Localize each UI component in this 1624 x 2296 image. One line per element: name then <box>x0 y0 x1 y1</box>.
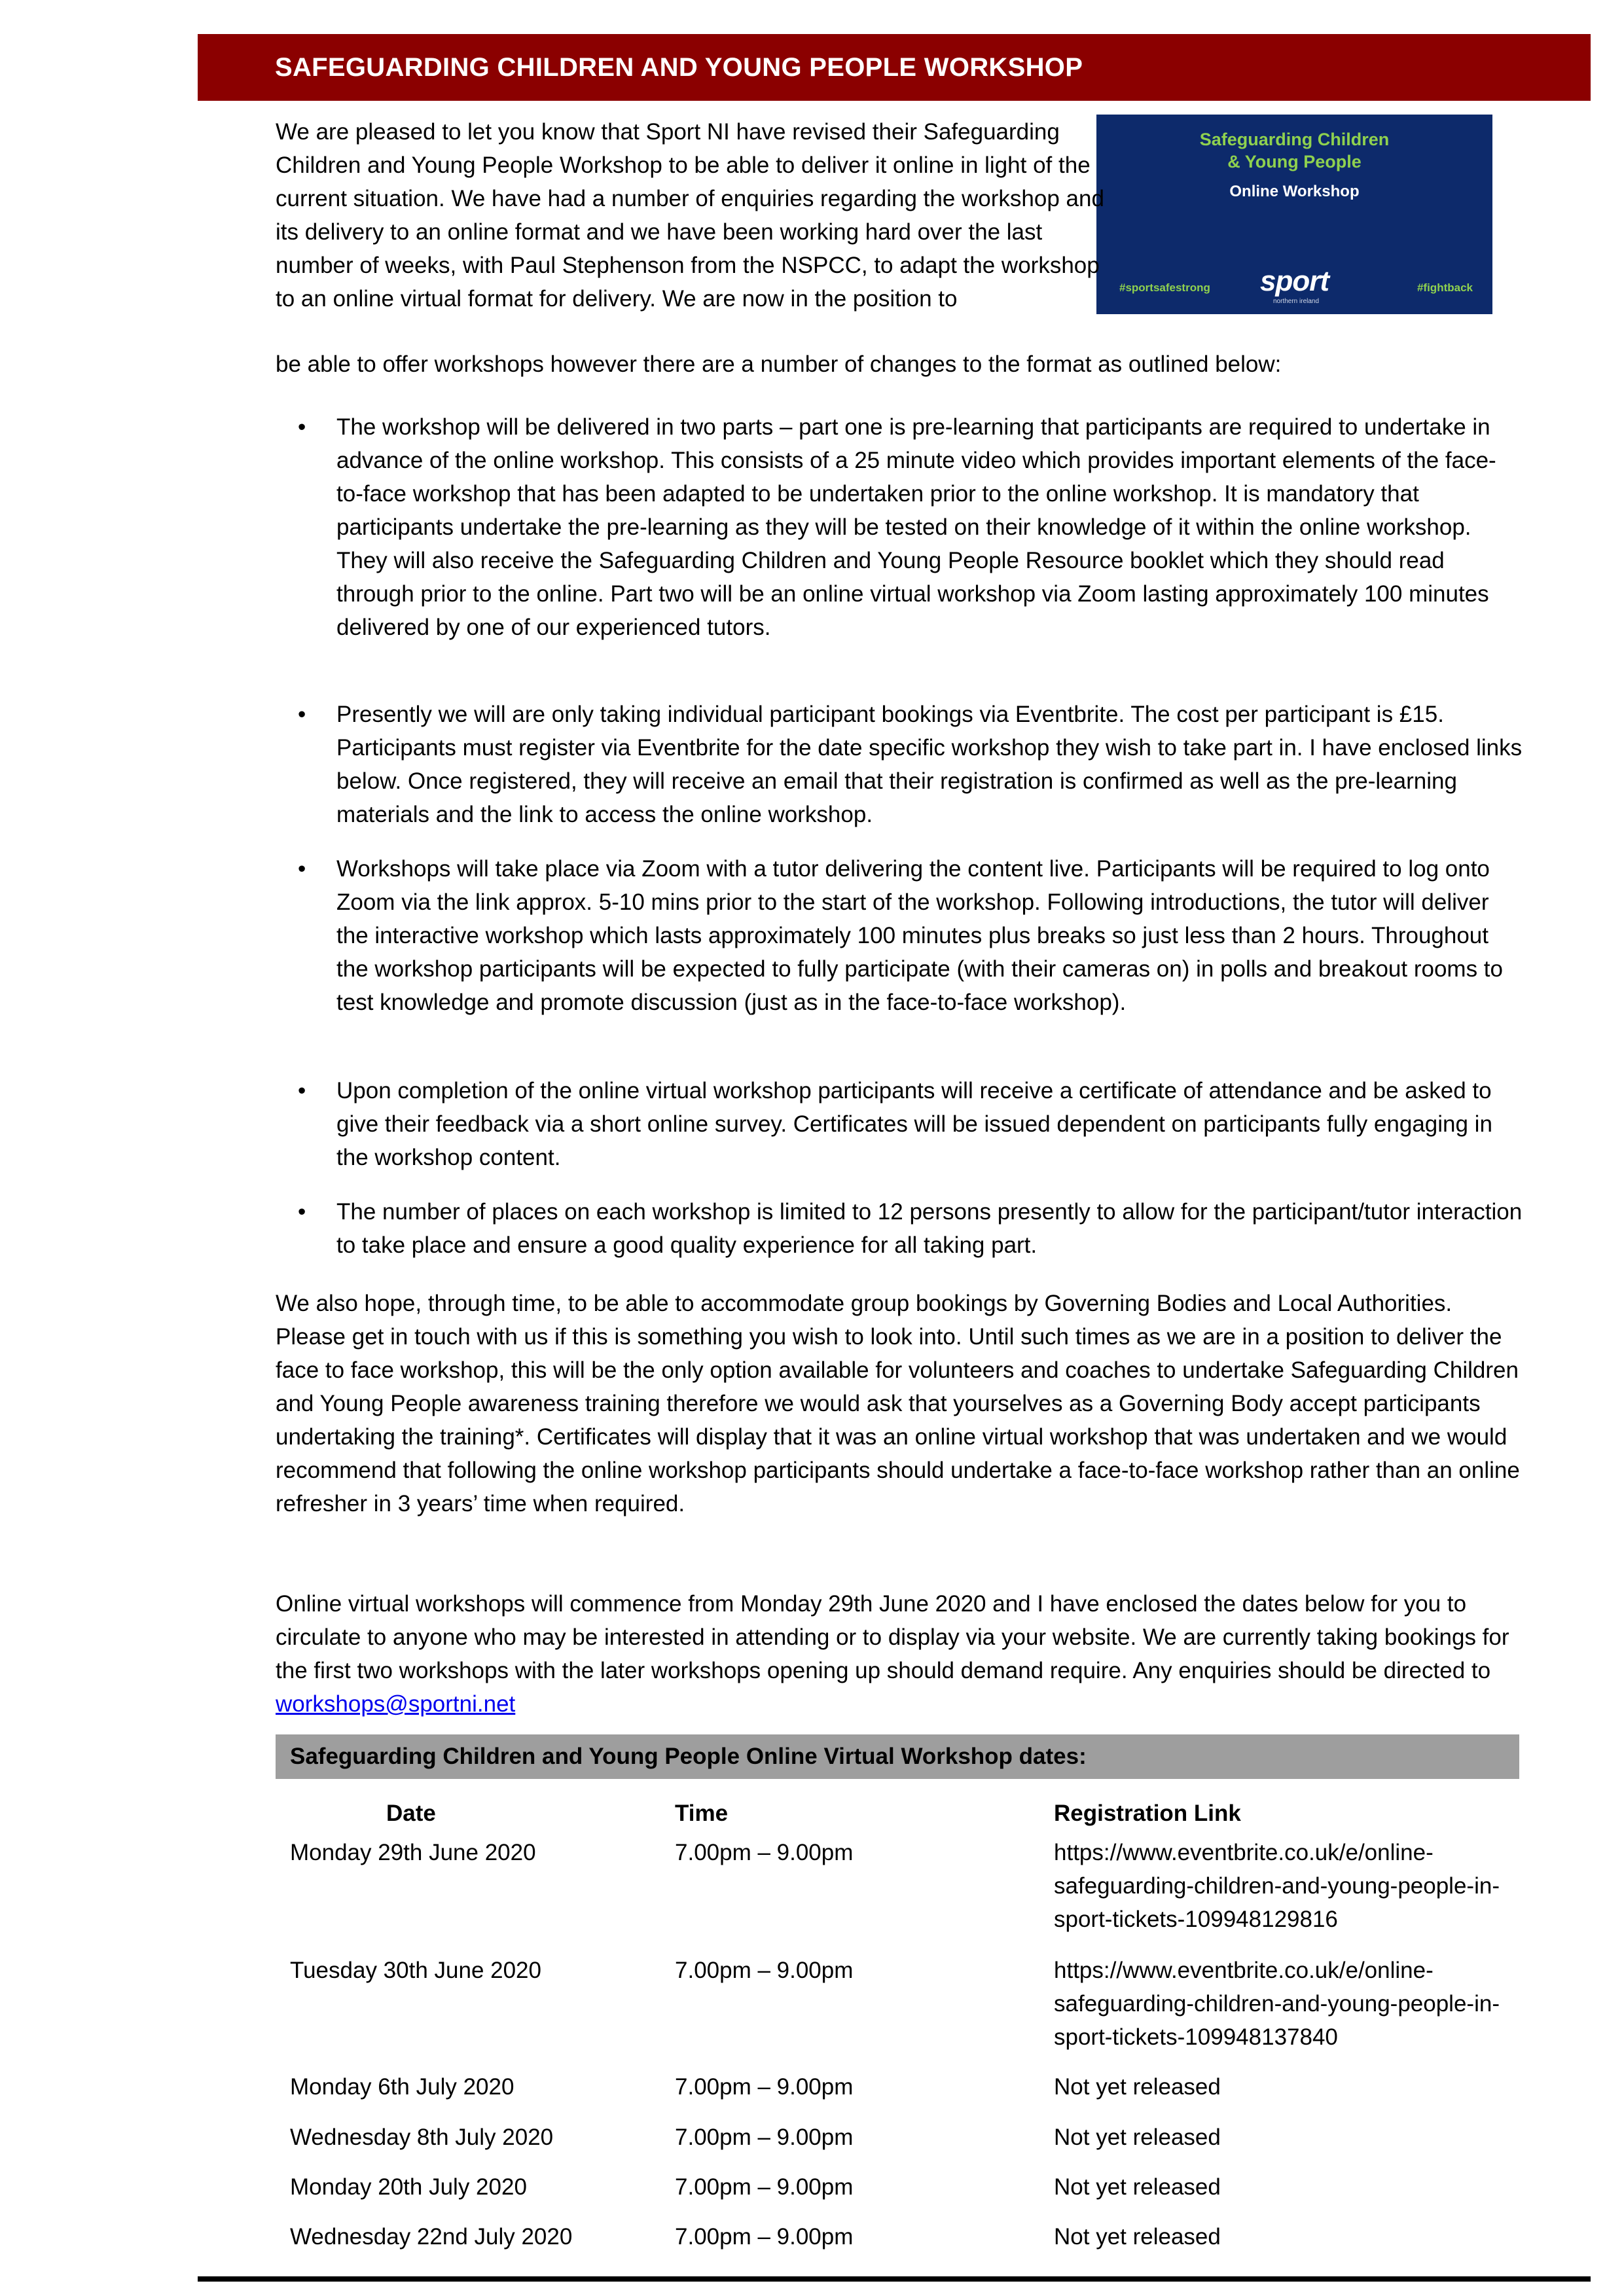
sport-ni-logo: sport <box>1260 265 1329 297</box>
row-date: Tuesday 30th June 2020 <box>290 1958 541 1983</box>
intro-paragraph-last-line: be able to offer workshops however there are a number of changes to the format as outlined below: <box>276 351 1282 377</box>
dates-table-header <box>276 1734 1519 1779</box>
row-registration-status: Not yet released <box>1054 2074 1221 2100</box>
row-date: Monday 29th June 2020 <box>290 1840 536 1865</box>
bullet-item-certificate: Upon completion of the online virtual workshop participants will receive a certificate of attendance and be asked to give their feedback via a short online survey. Certificates will be issued dependent on participants fully engaging in the workshop content. <box>336 1078 1492 1170</box>
bullet-marker: • <box>298 414 306 440</box>
sport-ni-logo-subtitle: northern ireland <box>1273 298 1320 305</box>
promo-hashtag-left: #sportsafestrong <box>1119 281 1210 294</box>
row-time: 7.00pm – 9.00pm <box>675 2125 854 2150</box>
bullet-item-places: The number of places on each workshop is limited to 12 persons presently to allow for the participant/tutor interaction to take place and ensure a good quality experience for all taking part. <box>336 1199 1523 1258</box>
bullet-item-zoom: Workshops will take place via Zoom with a tutor delivering the content live. Participants will be required to log onto Zoom via the link approx. 5-10 mins prior to the start of the workshop. Following introductions, the tutor will deliver the interactive workshop which lasts approximately 100 minutes plus breaks so just less than 2 hours. Throughout the workshop participants will be expected to fully participate (with their cameras on) in polls and breakout rooms to test knowledge and promote discussion (just as in the face-to-face workshop). <box>336 856 1503 1015</box>
bullet-marker: • <box>298 702 306 727</box>
dates-table-title: Safeguarding Children and Young People Online Virtual Workshop dates: <box>290 1744 1087 1769</box>
bullet-item-bookings: Presently we will are only taking individual participant bookings via Eventbrite. The cost per participant is £15. Participants must register via Eventbrite for the date specific workshop they wish to take part in. I have enclosed links below. Once registered, they will receive an email that their registration is confirmed as well as the pre-learning materials and the link to access the online workshop. <box>336 702 1523 827</box>
column-header-registration-link: Registration Link <box>1054 1801 1241 1826</box>
row-time: 7.00pm – 9.00pm <box>675 1840 854 1865</box>
column-header-time: Time <box>675 1801 729 1826</box>
row-registration-status: Not yet released <box>1054 2125 1221 2150</box>
row-date: Wednesday 8th July 2020 <box>290 2125 554 2150</box>
row-date: Wednesday 22nd July 2020 <box>290 2224 573 2250</box>
row-registration-link[interactable]: https://www.eventbrite.co.uk/e/online-safeguarding-children-and-young-people-in-sport-tickets-109948129816 <box>1054 1840 1500 1932</box>
intro-paragraph: We are pleased to let you know that Sport NI have revised their Safeguarding Children and Young People Workshop to be able to deliver it online in light of the current situation. We have had a number of enquiries regarding the workshop and its delivery to an online format and we have been working hard over the last number of weeks, with Paul Stephenson from the NSPCC, to adapt the workshop to an online virtual format for delivery. We are now in the position to <box>276 119 1104 312</box>
row-time: 7.00pm – 9.00pm <box>675 2074 854 2100</box>
bullet-marker: • <box>298 1078 306 1103</box>
bullet-marker: • <box>298 856 306 882</box>
promo-subtitle: Online Workshop <box>1229 183 1360 200</box>
header-bar <box>198 34 1591 101</box>
promo-title-line1: Safeguarding Children <box>1199 130 1390 149</box>
row-registration-link[interactable]: https://www.eventbrite.co.uk/e/online-safeguarding-children-and-young-people-in-sport-tickets-109948137840 <box>1054 1958 1500 2050</box>
promo-image <box>1096 115 1492 314</box>
page-title: SAFEGUARDING CHILDREN AND YOUNG PEOPLE WORKSHOP <box>275 53 1083 82</box>
promo-hashtag-right: #fightback <box>1416 281 1473 294</box>
row-date: Monday 6th July 2020 <box>290 2074 514 2100</box>
row-time: 7.00pm – 9.00pm <box>675 1958 854 1983</box>
row-time: 7.00pm – 9.00pm <box>675 2224 854 2250</box>
group-bookings-paragraph: We also hope, through time, to be able to accommodate group bookings by Governing Bodies and Local Authorities. Please get in touch with us if this is something you wish to look into. Until such times as we are in a position to deliver the face to face workshop, this will be the only option available for volunteers and coaches to undertake Safeguarding Children and Young People awareness training therefore we would ask that yourselves as a Governing Body accept participants undertaking the training*. Certificates will display that it was an online virtual workshop that was undertaken and we would recommend that following the online workshop participants should undertake a face-to-face workshop rather than an online refresher in 3 years’ time when required. <box>276 1291 1520 1516</box>
footer-rule <box>198 2276 1591 2282</box>
dates-intro-text: Online virtual workshops will commence from Monday 29th June 2020 and I have enclosed the dates below for you to circulate to anyone who may be interested in attending or to display via your website. We are currently taking bookings for the first two workshops with the later workshops opening up should demand require. Any enquiries should be directed to <box>276 1591 1509 1683</box>
bullet-item-delivery: The workshop will be delivered in two parts – part one is pre-learning that participants are required to undertake in advance of the online workshop. This consists of a 25 minute video which provides important elements of the face-to-face workshop that has been adapted to be undertaken prior to the online workshop. It is mandatory that participants undertake the pre-learning as they will be tested on their knowledge of it within the online workshop. They will also receive the Safeguarding Children and Young People Resource booklet which they should read through prior to the online. Part two will be an online virtual workshop via Zoom lasting approximately 100 minutes delivered by one of our experienced tutors. <box>336 414 1496 640</box>
row-registration-status: Not yet released <box>1054 2174 1221 2200</box>
bullet-marker: • <box>298 1199 306 1225</box>
promo-title-line2: & Young People <box>1227 152 1362 171</box>
dates-intro-paragraph <box>276 1587 1526 1721</box>
row-registration-status: Not yet released <box>1054 2224 1221 2250</box>
email-link[interactable]: workshops@sportni.net <box>276 1691 516 1717</box>
row-date: Monday 20th July 2020 <box>290 2174 527 2200</box>
row-time: 7.00pm – 9.00pm <box>675 2174 854 2200</box>
column-header-date: Date <box>386 1801 436 1826</box>
